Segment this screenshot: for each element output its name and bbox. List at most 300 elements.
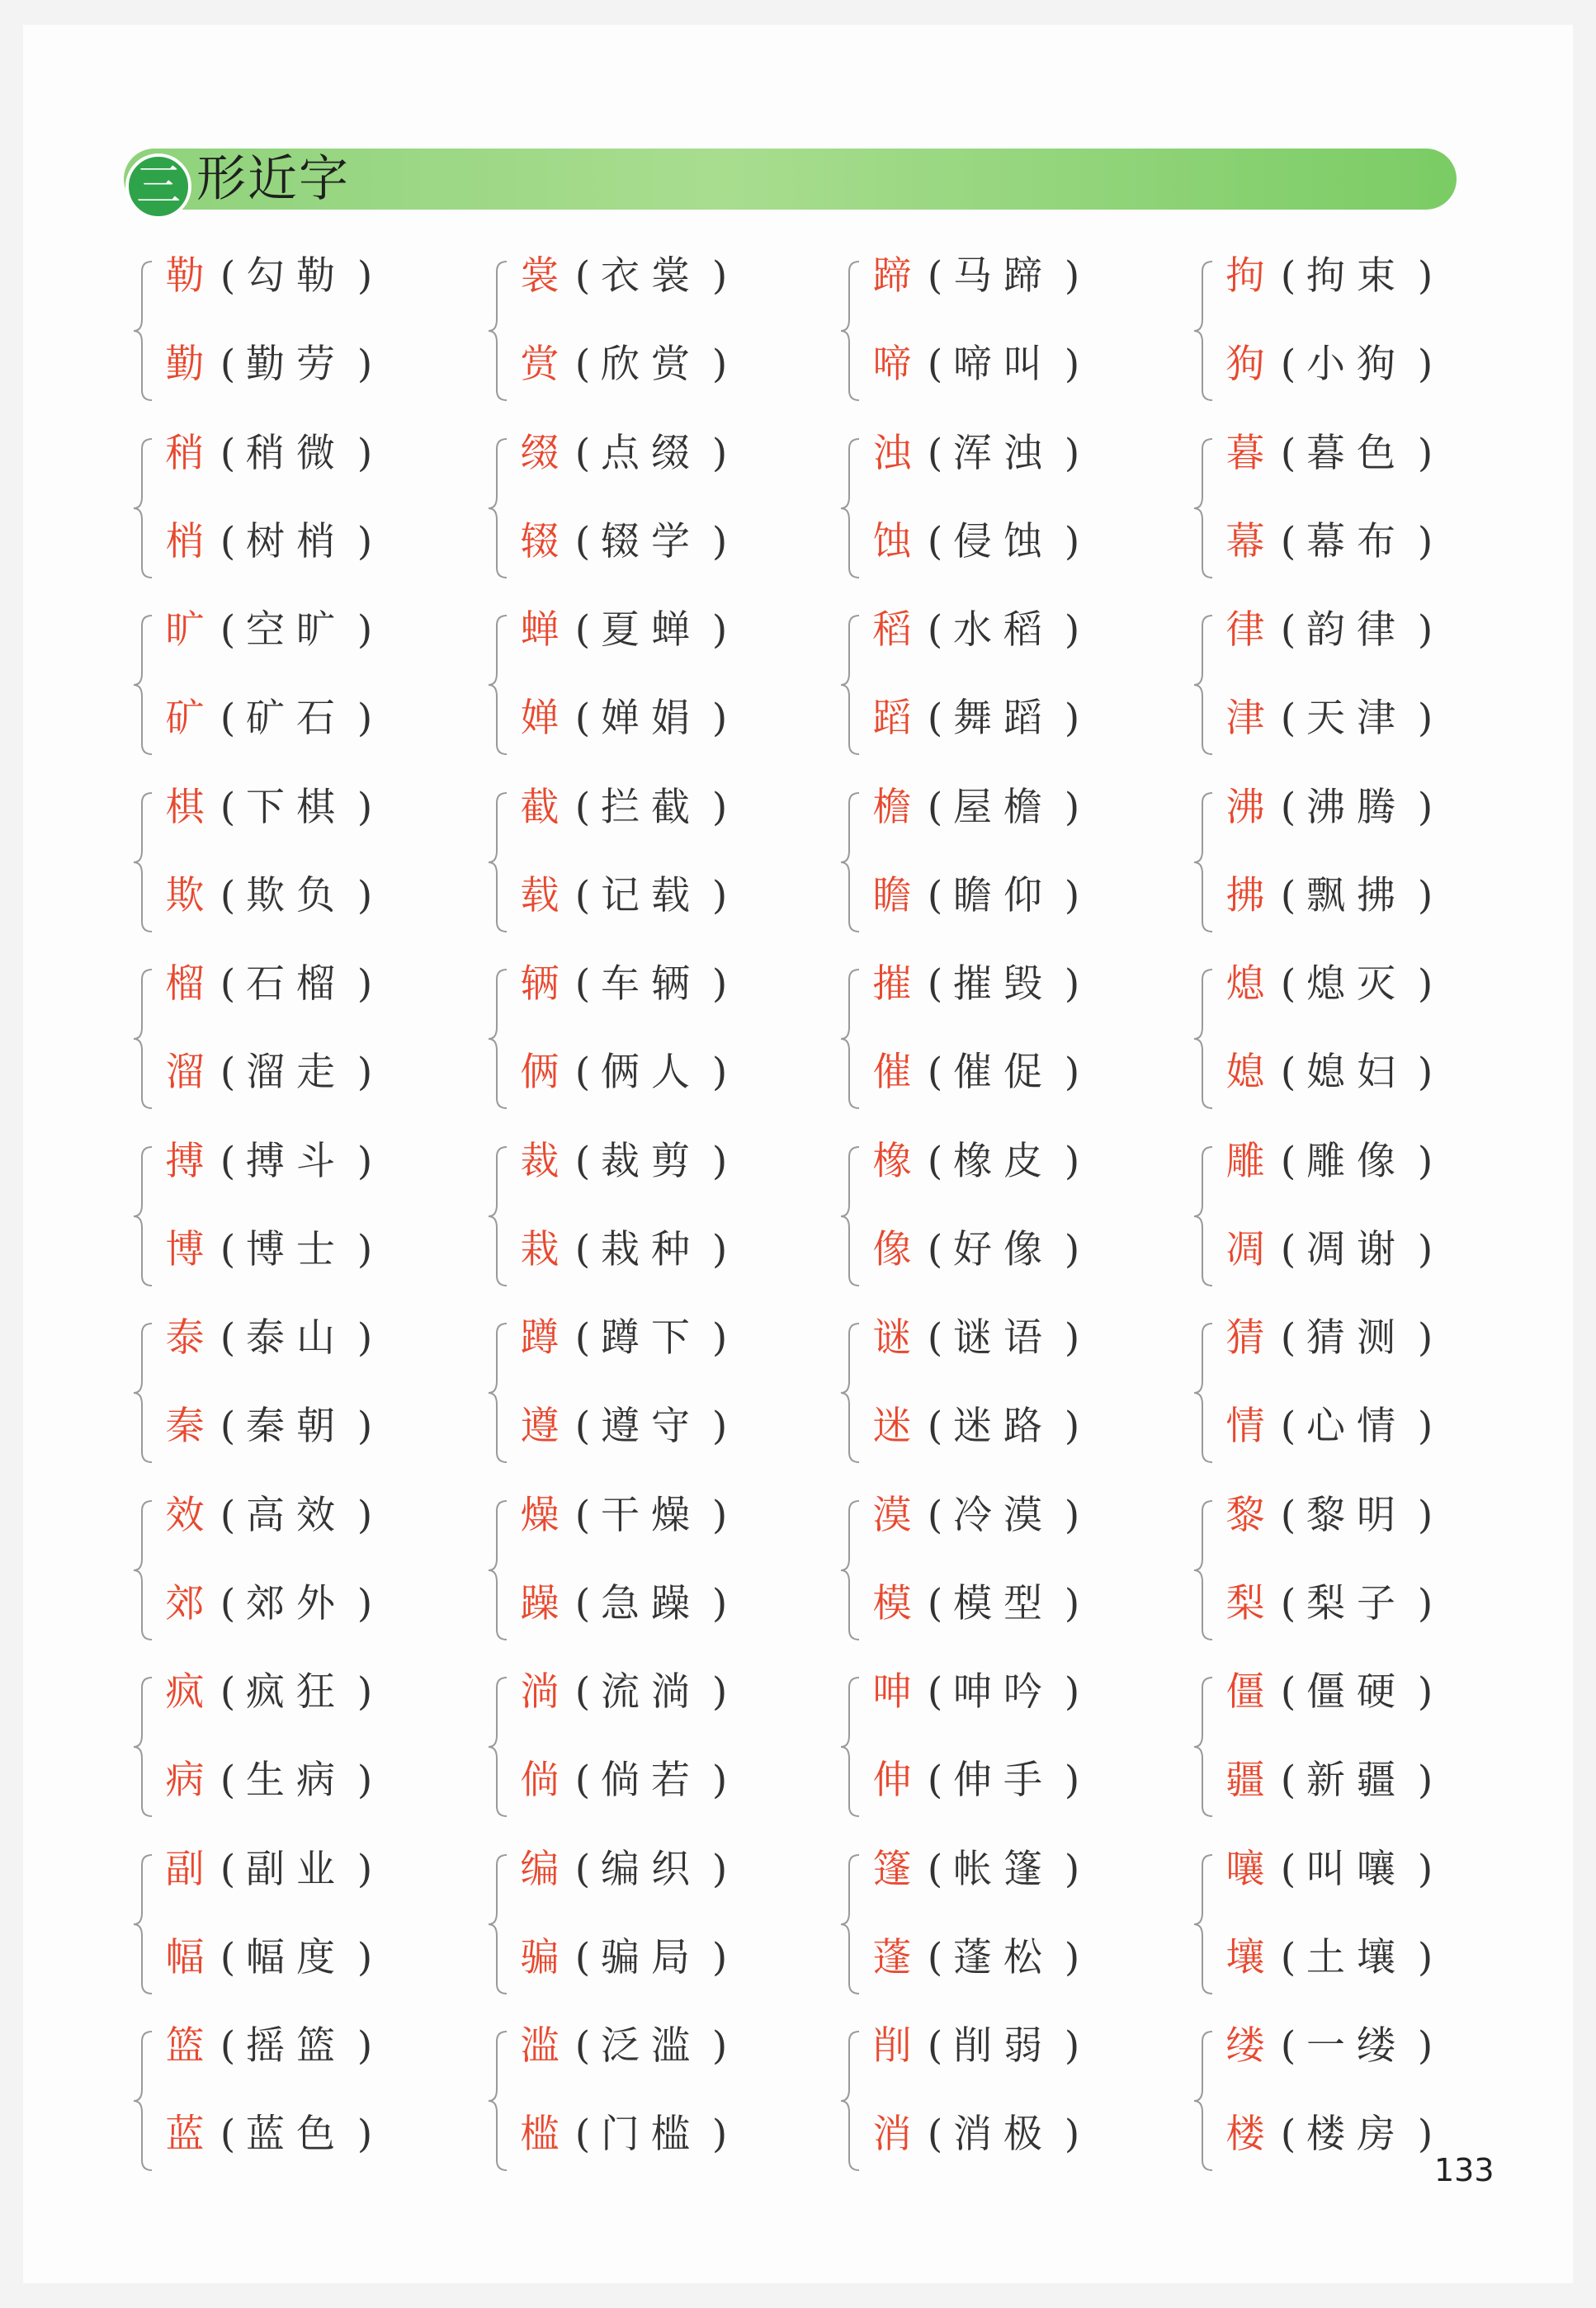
curly-brace-icon bbox=[1191, 790, 1216, 935]
example-word: 欺负 bbox=[246, 872, 347, 918]
curly-brace-icon bbox=[485, 1498, 510, 1643]
open-paren: ( bbox=[574, 1934, 591, 1980]
char-entry bbox=[515, 421, 738, 487]
example-word: 编织 bbox=[601, 1846, 701, 1892]
close-paren: ) bbox=[1417, 961, 1433, 1007]
char-entry bbox=[1221, 686, 1443, 752]
open-paren: ( bbox=[220, 1758, 236, 1803]
open-paren: ( bbox=[927, 961, 943, 1007]
example-word: 土壤 bbox=[1306, 1934, 1407, 1980]
curly-brace-icon bbox=[130, 1144, 155, 1289]
open-paren: ( bbox=[1280, 2023, 1296, 2069]
target-character: 疆 bbox=[1225, 1758, 1265, 1803]
char-pair bbox=[485, 1837, 815, 2014]
target-character: 裁 bbox=[520, 1138, 560, 1184]
close-paren: ) bbox=[711, 607, 728, 653]
target-character: 伸 bbox=[872, 1758, 912, 1803]
open-paren: ( bbox=[1280, 1669, 1296, 1715]
example-word: 心情 bbox=[1306, 1404, 1407, 1449]
char-pair bbox=[130, 1305, 460, 1483]
close-paren: ) bbox=[1064, 1934, 1080, 1980]
target-character: 啼 bbox=[872, 342, 912, 387]
close-paren: ) bbox=[1417, 1226, 1433, 1272]
target-character: 溜 bbox=[165, 1050, 205, 1095]
char-entry bbox=[515, 509, 738, 575]
open-paren: ( bbox=[574, 342, 591, 387]
open-paren: ( bbox=[927, 253, 943, 299]
close-paren: ) bbox=[357, 1669, 373, 1715]
char-entry bbox=[1221, 1217, 1443, 1283]
char-entry bbox=[1221, 421, 1443, 487]
char-entry bbox=[160, 1129, 383, 1195]
example-word: 欣赏 bbox=[601, 342, 701, 387]
close-paren: ) bbox=[357, 784, 373, 830]
close-paren: ) bbox=[1064, 518, 1080, 564]
char-entry bbox=[867, 1217, 1090, 1283]
char-entry bbox=[160, 1040, 383, 1106]
target-character: 熄 bbox=[1225, 961, 1265, 1007]
example-word: 冷漠 bbox=[953, 1492, 1054, 1538]
open-paren: ( bbox=[220, 430, 236, 476]
target-character: 躁 bbox=[520, 1580, 560, 1626]
open-paren: ( bbox=[220, 342, 236, 387]
open-paren: ( bbox=[220, 961, 236, 1007]
open-paren: ( bbox=[220, 1226, 236, 1272]
target-character: 暮 bbox=[1225, 430, 1265, 476]
target-character: 郊 bbox=[165, 1580, 205, 1626]
curly-brace-icon bbox=[485, 436, 510, 581]
target-character: 情 bbox=[1225, 1404, 1265, 1449]
curly-brace-icon bbox=[485, 2028, 510, 2173]
char-pair bbox=[838, 1129, 1168, 1306]
char-entry bbox=[160, 775, 383, 841]
target-character: 篮 bbox=[165, 2023, 205, 2069]
open-paren: ( bbox=[1280, 342, 1296, 387]
char-entry bbox=[515, 1748, 738, 1814]
close-paren: ) bbox=[1064, 430, 1080, 476]
target-character: 旷 bbox=[165, 607, 205, 653]
char-entry bbox=[515, 951, 738, 1017]
char-entry bbox=[515, 863, 738, 929]
close-paren: ) bbox=[1417, 1934, 1433, 1980]
example-word: 沸腾 bbox=[1306, 784, 1407, 830]
close-paren: ) bbox=[357, 1404, 373, 1449]
char-entry bbox=[1221, 1040, 1443, 1106]
example-word: 博士 bbox=[246, 1226, 347, 1272]
example-word: 勤劳 bbox=[246, 342, 347, 387]
open-paren: ( bbox=[574, 1669, 591, 1715]
target-character: 辆 bbox=[520, 961, 560, 1007]
char-entry bbox=[1221, 1483, 1443, 1549]
open-paren: ( bbox=[927, 2112, 943, 2157]
open-paren: ( bbox=[1280, 253, 1296, 299]
close-paren: ) bbox=[1064, 1846, 1080, 1892]
example-word: 拦截 bbox=[601, 784, 701, 830]
target-character: 滥 bbox=[520, 2023, 560, 2069]
open-paren: ( bbox=[574, 430, 591, 476]
close-paren: ) bbox=[711, 872, 728, 918]
char-entry bbox=[160, 2013, 383, 2079]
close-paren: ) bbox=[1064, 1138, 1080, 1184]
example-word: 空旷 bbox=[246, 607, 347, 653]
target-character: 赏 bbox=[520, 342, 560, 387]
close-paren: ) bbox=[711, 1846, 728, 1892]
char-entry bbox=[515, 1217, 738, 1283]
target-character: 矿 bbox=[165, 696, 205, 741]
close-paren: ) bbox=[711, 342, 728, 387]
target-character: 蹈 bbox=[872, 696, 912, 741]
example-word: 熄灭 bbox=[1306, 961, 1407, 1007]
open-paren: ( bbox=[574, 1758, 591, 1803]
close-paren: ) bbox=[1417, 2112, 1433, 2157]
open-paren: ( bbox=[927, 1315, 943, 1361]
open-paren: ( bbox=[574, 2023, 591, 2069]
example-word: 幅度 bbox=[246, 1934, 347, 1980]
curly-brace-icon bbox=[1191, 1320, 1216, 1466]
char-entry bbox=[867, 1925, 1090, 1991]
curly-brace-icon bbox=[130, 1674, 155, 1819]
target-character: 勤 bbox=[165, 342, 205, 387]
target-character: 病 bbox=[165, 1758, 205, 1803]
char-entry bbox=[867, 863, 1090, 929]
char-entry bbox=[160, 1571, 383, 1637]
curly-brace-icon bbox=[838, 258, 862, 404]
char-entry bbox=[515, 597, 738, 663]
example-word: 泰山 bbox=[246, 1315, 347, 1361]
close-paren: ) bbox=[357, 607, 373, 653]
curly-brace-icon bbox=[1191, 2028, 1216, 2173]
curly-brace-icon bbox=[485, 612, 510, 758]
target-character: 凋 bbox=[1225, 1226, 1265, 1272]
curly-brace-icon bbox=[485, 790, 510, 935]
example-word: 溜走 bbox=[246, 1050, 347, 1095]
char-entry bbox=[1221, 1837, 1443, 1903]
close-paren: ) bbox=[1064, 1050, 1080, 1095]
example-word: 秦朝 bbox=[246, 1404, 347, 1449]
close-paren: ) bbox=[711, 961, 728, 1007]
char-pair bbox=[485, 2013, 815, 2191]
target-character: 缀 bbox=[520, 430, 560, 476]
char-entry bbox=[515, 775, 738, 841]
open-paren: ( bbox=[220, 607, 236, 653]
close-paren: ) bbox=[1064, 1404, 1080, 1449]
curly-brace-icon bbox=[130, 2028, 155, 2173]
open-paren: ( bbox=[574, 1580, 591, 1626]
open-paren: ( bbox=[1280, 1050, 1296, 1095]
close-paren: ) bbox=[711, 1315, 728, 1361]
example-word: 石榴 bbox=[246, 961, 347, 1007]
char-pair bbox=[130, 2013, 460, 2191]
curly-brace-icon bbox=[1191, 436, 1216, 581]
close-paren: ) bbox=[711, 1580, 728, 1626]
char-entry bbox=[160, 1659, 383, 1725]
open-paren: ( bbox=[1280, 518, 1296, 564]
example-word: 点缀 bbox=[601, 430, 701, 476]
close-paren: ) bbox=[1064, 1669, 1080, 1715]
open-paren: ( bbox=[574, 1138, 591, 1184]
char-pair bbox=[485, 775, 815, 952]
target-character: 猜 bbox=[1225, 1315, 1265, 1361]
char-entry bbox=[160, 2102, 383, 2168]
close-paren: ) bbox=[357, 1226, 373, 1272]
close-paren: ) bbox=[357, 872, 373, 918]
close-paren: ) bbox=[1064, 1492, 1080, 1538]
example-word: 门槛 bbox=[601, 2112, 701, 2157]
example-word: 婵娟 bbox=[601, 696, 701, 741]
open-paren: ( bbox=[220, 518, 236, 564]
target-character: 秦 bbox=[165, 1404, 205, 1449]
open-paren: ( bbox=[220, 253, 236, 299]
close-paren: ) bbox=[1064, 1758, 1080, 1803]
char-entry bbox=[867, 1571, 1090, 1637]
char-entry bbox=[160, 951, 383, 1017]
curly-brace-icon bbox=[1191, 1674, 1216, 1819]
close-paren: ) bbox=[1064, 2023, 1080, 2069]
char-entry bbox=[1221, 332, 1443, 398]
open-paren: ( bbox=[1280, 1315, 1296, 1361]
example-word: 蹲下 bbox=[601, 1315, 701, 1361]
target-character: 幕 bbox=[1225, 518, 1265, 564]
char-pair bbox=[1191, 1129, 1521, 1306]
open-paren: ( bbox=[220, 1404, 236, 1449]
example-word: 蓬松 bbox=[953, 1934, 1054, 1980]
char-entry bbox=[160, 1305, 383, 1371]
char-entry bbox=[867, 1837, 1090, 1903]
close-paren: ) bbox=[1064, 2112, 1080, 2157]
curly-brace-icon bbox=[838, 2028, 862, 2173]
target-character: 催 bbox=[872, 1050, 912, 1095]
char-entry bbox=[160, 421, 383, 487]
open-paren: ( bbox=[220, 2023, 236, 2069]
example-word: 摧毁 bbox=[953, 961, 1054, 1007]
target-character: 蚀 bbox=[872, 518, 912, 564]
close-paren: ) bbox=[711, 1050, 728, 1095]
close-paren: ) bbox=[711, 1226, 728, 1272]
close-paren: ) bbox=[1417, 518, 1433, 564]
char-entry bbox=[1221, 951, 1443, 1017]
char-entry bbox=[515, 1394, 738, 1460]
char-pair bbox=[485, 1305, 815, 1483]
target-character: 媳 bbox=[1225, 1050, 1265, 1095]
target-character: 谜 bbox=[872, 1315, 912, 1361]
example-word: 拘束 bbox=[1306, 253, 1407, 299]
target-character: 裳 bbox=[520, 253, 560, 299]
char-pair bbox=[838, 1659, 1168, 1837]
char-entry bbox=[515, 1659, 738, 1725]
close-paren: ) bbox=[357, 430, 373, 476]
curly-brace-icon bbox=[1191, 1144, 1216, 1289]
char-pair bbox=[130, 775, 460, 952]
example-word: 新疆 bbox=[1306, 1758, 1407, 1803]
open-paren: ( bbox=[574, 1050, 591, 1095]
example-word: 消极 bbox=[953, 2112, 1054, 2157]
section-number-badge: 三 bbox=[125, 153, 191, 219]
example-word: 天津 bbox=[1306, 696, 1407, 741]
char-pair bbox=[838, 243, 1168, 421]
example-word: 韵律 bbox=[1306, 607, 1407, 653]
char-entry bbox=[160, 332, 383, 398]
char-entry bbox=[867, 1483, 1090, 1549]
open-paren: ( bbox=[927, 784, 943, 830]
close-paren: ) bbox=[357, 2112, 373, 2157]
close-paren: ) bbox=[1417, 253, 1433, 299]
target-character: 疯 bbox=[165, 1669, 205, 1715]
target-character: 漠 bbox=[872, 1492, 912, 1538]
char-entry bbox=[867, 1129, 1090, 1195]
target-character: 幅 bbox=[165, 1934, 205, 1980]
curly-brace-icon bbox=[838, 1852, 862, 1997]
target-character: 拂 bbox=[1225, 872, 1265, 918]
target-character: 篷 bbox=[872, 1846, 912, 1892]
target-character: 效 bbox=[165, 1492, 205, 1538]
char-entry bbox=[867, 951, 1090, 1017]
open-paren: ( bbox=[927, 342, 943, 387]
example-word: 一缕 bbox=[1306, 2023, 1407, 2069]
open-paren: ( bbox=[927, 2023, 943, 2069]
curly-brace-icon bbox=[838, 612, 862, 758]
target-character: 编 bbox=[520, 1846, 560, 1892]
close-paren: ) bbox=[711, 430, 728, 476]
char-entry bbox=[515, 332, 738, 398]
char-entry bbox=[1221, 775, 1443, 841]
char-pair bbox=[485, 1659, 815, 1837]
open-paren: ( bbox=[1280, 1138, 1296, 1184]
close-paren: ) bbox=[1417, 784, 1433, 830]
target-character: 搏 bbox=[165, 1138, 205, 1184]
char-entry bbox=[1221, 1394, 1443, 1460]
char-pair bbox=[485, 1483, 815, 1660]
example-word: 下棋 bbox=[246, 784, 347, 830]
open-paren: ( bbox=[574, 872, 591, 918]
char-entry bbox=[1221, 597, 1443, 663]
target-character: 稍 bbox=[165, 430, 205, 476]
char-pair bbox=[1191, 1837, 1521, 2014]
curly-brace-icon bbox=[838, 1498, 862, 1643]
example-word: 水稻 bbox=[953, 607, 1054, 653]
example-word: 泛滥 bbox=[601, 2023, 701, 2069]
target-character: 榴 bbox=[165, 961, 205, 1007]
open-paren: ( bbox=[927, 1226, 943, 1272]
page-number: 133 bbox=[1434, 2152, 1494, 2188]
example-word: 勾勒 bbox=[246, 253, 347, 299]
target-character: 消 bbox=[872, 2112, 912, 2157]
example-word: 雕像 bbox=[1306, 1138, 1407, 1184]
example-word: 副业 bbox=[246, 1846, 347, 1892]
example-word: 瞻仰 bbox=[953, 872, 1054, 918]
close-paren: ) bbox=[1417, 1669, 1433, 1715]
open-paren: ( bbox=[927, 1138, 943, 1184]
open-paren: ( bbox=[1280, 1226, 1296, 1272]
open-paren: ( bbox=[1280, 696, 1296, 741]
open-paren: ( bbox=[574, 518, 591, 564]
open-paren: ( bbox=[927, 872, 943, 918]
close-paren: ) bbox=[1064, 872, 1080, 918]
open-paren: ( bbox=[220, 2112, 236, 2157]
curly-brace-icon bbox=[485, 1674, 510, 1819]
example-word: 树梢 bbox=[246, 518, 347, 564]
example-word: 疯狂 bbox=[246, 1669, 347, 1715]
curly-brace-icon bbox=[838, 1144, 862, 1289]
open-paren: ( bbox=[1280, 1492, 1296, 1538]
example-word: 屋檐 bbox=[953, 784, 1054, 830]
char-entry bbox=[160, 1394, 383, 1460]
open-paren: ( bbox=[574, 607, 591, 653]
curly-brace-icon bbox=[838, 1674, 862, 1819]
example-word: 橡皮 bbox=[953, 1138, 1054, 1184]
target-character: 博 bbox=[165, 1226, 205, 1272]
char-entry bbox=[515, 1129, 738, 1195]
close-paren: ) bbox=[1064, 253, 1080, 299]
char-entry bbox=[515, 1571, 738, 1637]
target-character: 缕 bbox=[1225, 2023, 1265, 2069]
target-character: 稻 bbox=[872, 607, 912, 653]
char-entry bbox=[1221, 1571, 1443, 1637]
example-word: 裁剪 bbox=[601, 1138, 701, 1184]
target-character: 骗 bbox=[520, 1934, 560, 1980]
char-pair bbox=[1191, 1483, 1521, 1660]
open-paren: ( bbox=[220, 872, 236, 918]
example-word: 夏蝉 bbox=[601, 607, 701, 653]
char-entry bbox=[867, 1040, 1090, 1106]
close-paren: ) bbox=[357, 253, 373, 299]
example-word: 小狗 bbox=[1306, 342, 1407, 387]
open-paren: ( bbox=[1280, 1580, 1296, 1626]
example-word: 黎明 bbox=[1306, 1492, 1407, 1538]
char-entry bbox=[1221, 1659, 1443, 1725]
close-paren: ) bbox=[1064, 784, 1080, 830]
target-character: 檐 bbox=[872, 784, 912, 830]
target-character: 削 bbox=[872, 2023, 912, 2069]
example-word: 楼房 bbox=[1306, 2112, 1407, 2157]
target-character: 摧 bbox=[872, 961, 912, 1007]
example-word: 马蹄 bbox=[953, 253, 1054, 299]
target-character: 雕 bbox=[1225, 1138, 1265, 1184]
open-paren: ( bbox=[927, 1934, 943, 1980]
char-pair bbox=[1191, 1305, 1521, 1483]
close-paren: ) bbox=[1417, 1758, 1433, 1803]
char-pair bbox=[130, 951, 460, 1129]
open-paren: ( bbox=[220, 1846, 236, 1892]
target-character: 截 bbox=[520, 784, 560, 830]
close-paren: ) bbox=[711, 784, 728, 830]
open-paren: ( bbox=[220, 1492, 236, 1538]
close-paren: ) bbox=[357, 1846, 373, 1892]
curly-brace-icon bbox=[1191, 258, 1216, 404]
open-paren: ( bbox=[927, 1492, 943, 1538]
open-paren: ( bbox=[220, 1050, 236, 1095]
open-paren: ( bbox=[927, 696, 943, 741]
char-entry bbox=[867, 1305, 1090, 1371]
example-word: 叫嚷 bbox=[1306, 1846, 1407, 1892]
char-entry bbox=[515, 243, 738, 309]
close-paren: ) bbox=[711, 253, 728, 299]
close-paren: ) bbox=[711, 1758, 728, 1803]
char-pair bbox=[130, 1129, 460, 1306]
example-word: 僵硬 bbox=[1306, 1669, 1407, 1715]
target-character: 瞻 bbox=[872, 872, 912, 918]
open-paren: ( bbox=[1280, 1404, 1296, 1449]
char-pair bbox=[130, 1483, 460, 1660]
example-word: 呻吟 bbox=[953, 1669, 1054, 1715]
char-pair bbox=[1191, 951, 1521, 1129]
char-entry bbox=[515, 686, 738, 752]
example-word: 飘拂 bbox=[1306, 872, 1407, 918]
target-character: 蹄 bbox=[872, 253, 912, 299]
curly-brace-icon bbox=[130, 790, 155, 935]
curly-brace-icon bbox=[130, 966, 155, 1112]
target-character: 楼 bbox=[1225, 2112, 1265, 2157]
char-pair bbox=[838, 1837, 1168, 2014]
